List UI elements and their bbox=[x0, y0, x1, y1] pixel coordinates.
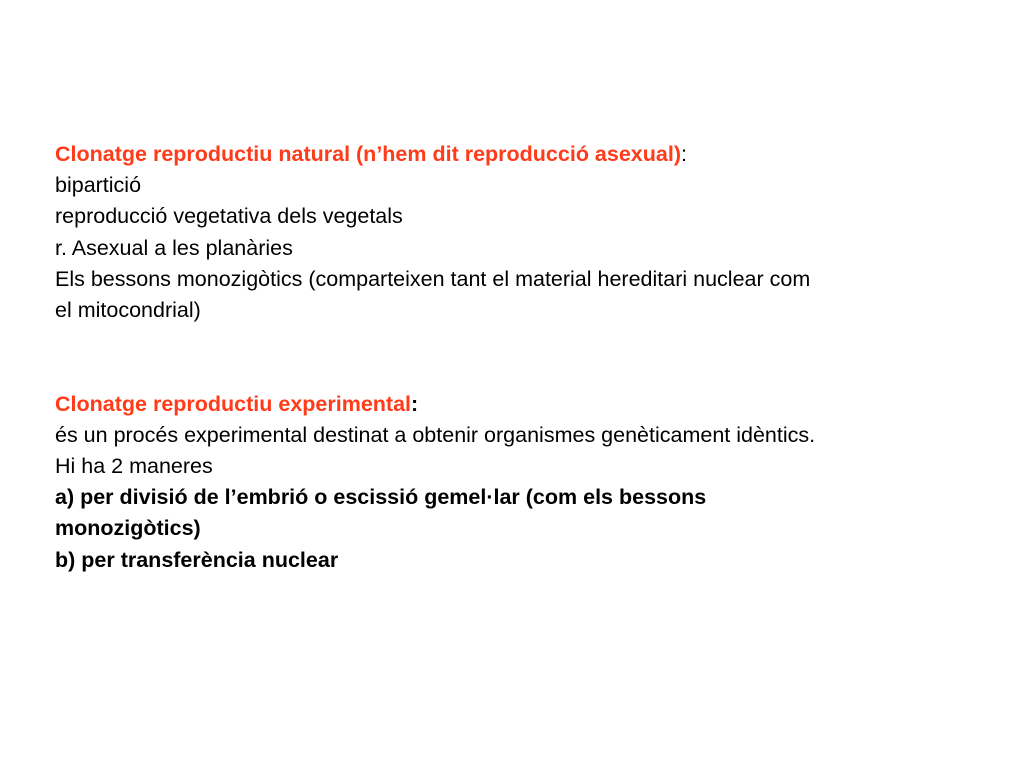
section2-heading: Clonatge reproductiu experimental bbox=[55, 391, 412, 416]
section-spacer bbox=[55, 326, 985, 388]
section2-bold-line-2: monozigòtics) bbox=[55, 516, 201, 541]
slide-content bbox=[55, 139, 985, 576]
section1-line-4: Els bessons monozigòtics (comparteixen tant el material hereditari nuclear com bbox=[55, 266, 811, 291]
section1-heading: Clonatge reproductiu natural (n’hem dit reproducció asexual) bbox=[55, 142, 681, 166]
section1-line-1: bipartició bbox=[55, 173, 142, 198]
section2-line-1: és un procés experimental destinat a obtenir organismes genèticament idèntics. bbox=[55, 422, 816, 447]
section1-heading-line bbox=[55, 139, 985, 170]
section2-heading-line bbox=[55, 389, 985, 420]
section1-heading-colon: : bbox=[680, 142, 687, 166]
section2-line-2: Hi ha 2 maneres bbox=[55, 454, 213, 479]
section2-bold-line-3: b) per transferència nuclear bbox=[55, 547, 339, 572]
section1-line-5: el mitocondrial) bbox=[55, 298, 201, 323]
section2-bold-line-1: a) per divisió de l’embrió o escissió gemel·lar (com els bessons bbox=[55, 485, 707, 510]
section2-heading-colon: : bbox=[411, 391, 419, 416]
section1-line-3: r. Asexual a les planàries bbox=[55, 235, 293, 260]
section1-line-2: reproducció vegetativa dels vegetals bbox=[55, 204, 403, 229]
